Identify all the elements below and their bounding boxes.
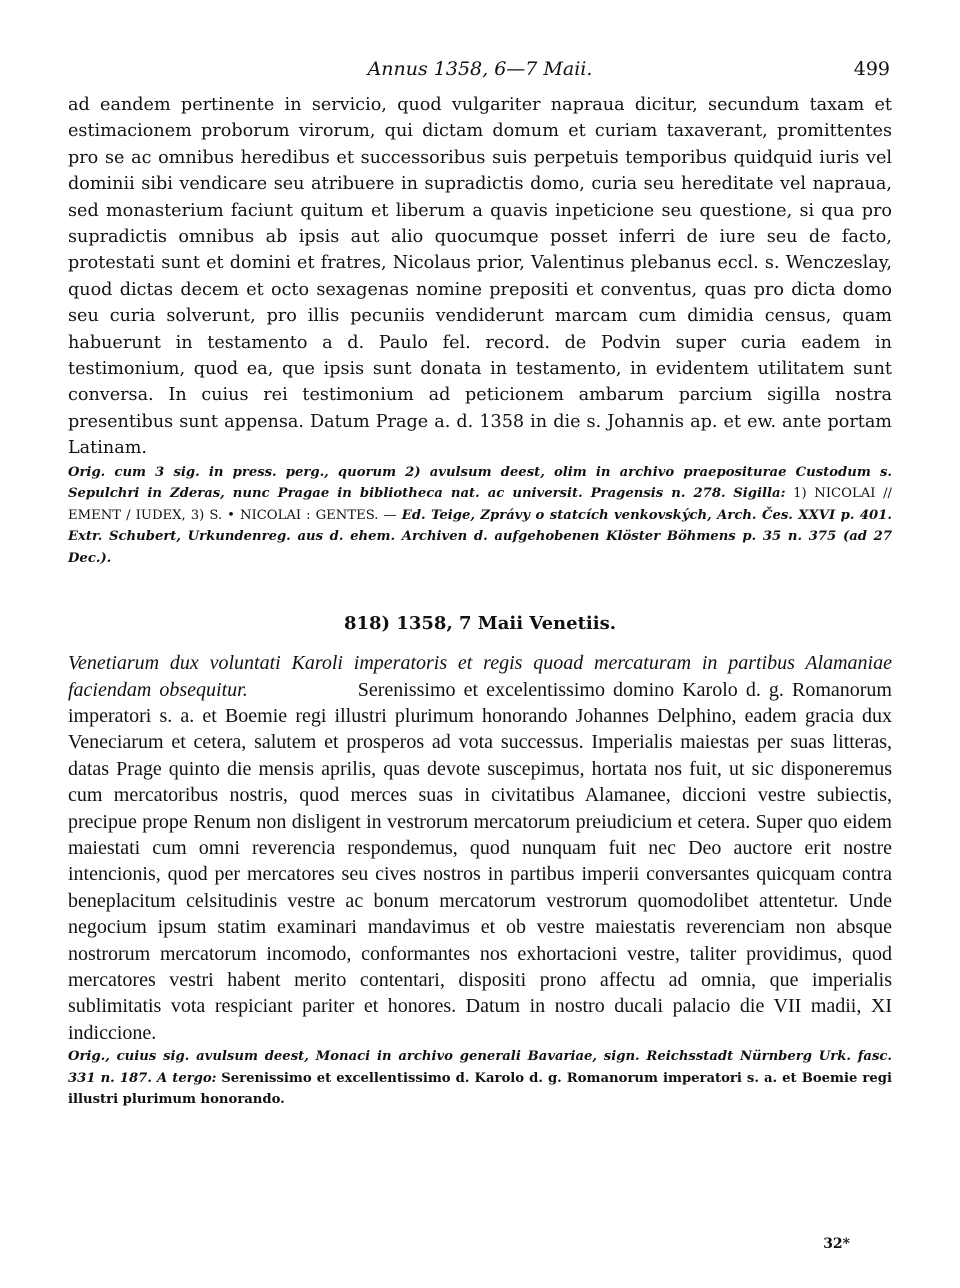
- signature-mark: 32*: [823, 1236, 850, 1252]
- previous-document-note: [68, 462, 892, 570]
- document-text: Serenissimo et excelentissimo domino Karolo d. g. Romanorum imperatori s. a. et Boemie regi illustri plurimum honorando Johannes Delphino, eadem gracia dux Veneciarum et cetera, salutem et prosperos ad vota successus. Imperialis maiestas per suas litteras, datas Prage quinto die mensis aprilis, quas devote suscepimus, hortata nos fuit, ut sic disponeremus cum mercatoribus nostris, quod merces suas in civitatibus Alamanee, diccioni vestre subiectis, precipue prope Renum non disligent in vestrorum mercatorum preiudicium et cetera. Super quo eidem maiestati cum omni reverencia respondemus, quod nunquam fuit nec Deo auctore erit nostre intencionis, quod per mercatores seu cives nostros in partibus imperii conversantes quicquam contra beneplacitum celsitudinis vestre ac bonum mercatorum vestrorum quomodolibet attentetur. Unde negocium ipsum statim examinari mandavimus et ob vestre maiestatis reverenciam non absque nostrorum mercatorum incomodo, conformantes nos exhortacioni vestre, taliter providimus, quod mercatores vestri habent merito contentari, dispositi prono affectu ad omnia, que imperialis sublimitatis vota respiciant pariter et honores. Datum in nostro ducali palacio die VII madii, XI indiccione.: [68, 678, 892, 1044]
- edition-note: Ed. Teige, Zprávy o statcích venkovských, Arch. Čes. XXVI p. 401. Extr. Schubert, Urkundenreg. aus d. ehem. Archiven d. aufgehobenen Klöster Böhmens p. 35 n. 375 (ad 27 Dec.).: [68, 507, 892, 566]
- orig-note-818: Orig., cuius sig. avulsum deest, Monaci in archivo generali Bavariae, sign. Reichsstadt Nürnberg Urk. fasc. 331 n. 187. A tergo:: [68, 1049, 892, 1086]
- orig-note: Orig. cum 3 sig. in press. perg., quorum 2) avulsum deest, olim in archivo praepositurae Custodum s. Sepulchri in Zderas, nunc Pragae in bibliotheca nat. ac universit. Pragensis n. 278.: [68, 464, 892, 502]
- document-818: [68, 650, 892, 1111]
- document-note: [68, 1046, 892, 1111]
- regest: Venetiarum dux voluntati Karoli imperatoris et regis quoad mercaturam in partibus Alamaniae faciendam obsequitur.: [68, 652, 892, 701]
- sigilla-text: 1) NICOLAI // EMENT / IUDEX, 3) S. • NICOLAI : GENTES. —: [68, 486, 892, 523]
- running-title: Annus 1358, 6—7 Maii.: [367, 58, 593, 80]
- previous-document-text: ad eandem pertinente in servicio, quod vulgariter napraua dicitur, secundum taxam et estimacionem proborum virorum, qui dictam domum et curiam taxaverant, promittentes pro se ac omnibus heredibus et successoribus suis perpetuis temporibus quidquid iuris vel dominii sibi vendicare seu atribuere in supradictis domo, curia seu hereditate vel napraua, sed monasterium faciunt quitum et liberum a quavis inpeticione seu questione, si qua pro supradictis omnibus ab ipsis aut alio quocumque posset inferri de iure seu de facto, protestati sunt et domini et fratres, Nicolaus prior, Valentinus plebanus eccl. s. Wenczeslay, quod dictas decem et octo sexagenas nomine prepositi et conventus, quas pro dicta domo seu curia solverunt, pro illis pecuniis vendiderunt marcam cum dimidia census, quam habuerunt in testamento a d. Paulo fel. record. de Podvin super curia eadem in testimonium, quod ea, que ipsis sunt donata in testamento, in evidentem utilitatem sunt conversa. In cuius rei testimonium ad peticionem ambarum parcium sigilla nostra presentibus sunt appensa. Datum Prage a. d. 1358 in die s. Johannis ap. et ew. ante portam Latinam.: [68, 95, 892, 459]
- tergo-text: Serenissimo et excellentissimo d. Karolo d. g. Romanorum imperatori s. a. et Boemie regi illustri plurimum honorando.: [68, 1070, 892, 1108]
- page-header: [68, 58, 892, 92]
- document-body: [68, 650, 892, 1046]
- previous-document: [68, 92, 892, 569]
- document-heading: 818) 1358, 7 Maii Venetiis.: [343, 613, 616, 635]
- sigilla-label: Sigilla:: [733, 486, 786, 502]
- page-number: 499: [853, 58, 890, 80]
